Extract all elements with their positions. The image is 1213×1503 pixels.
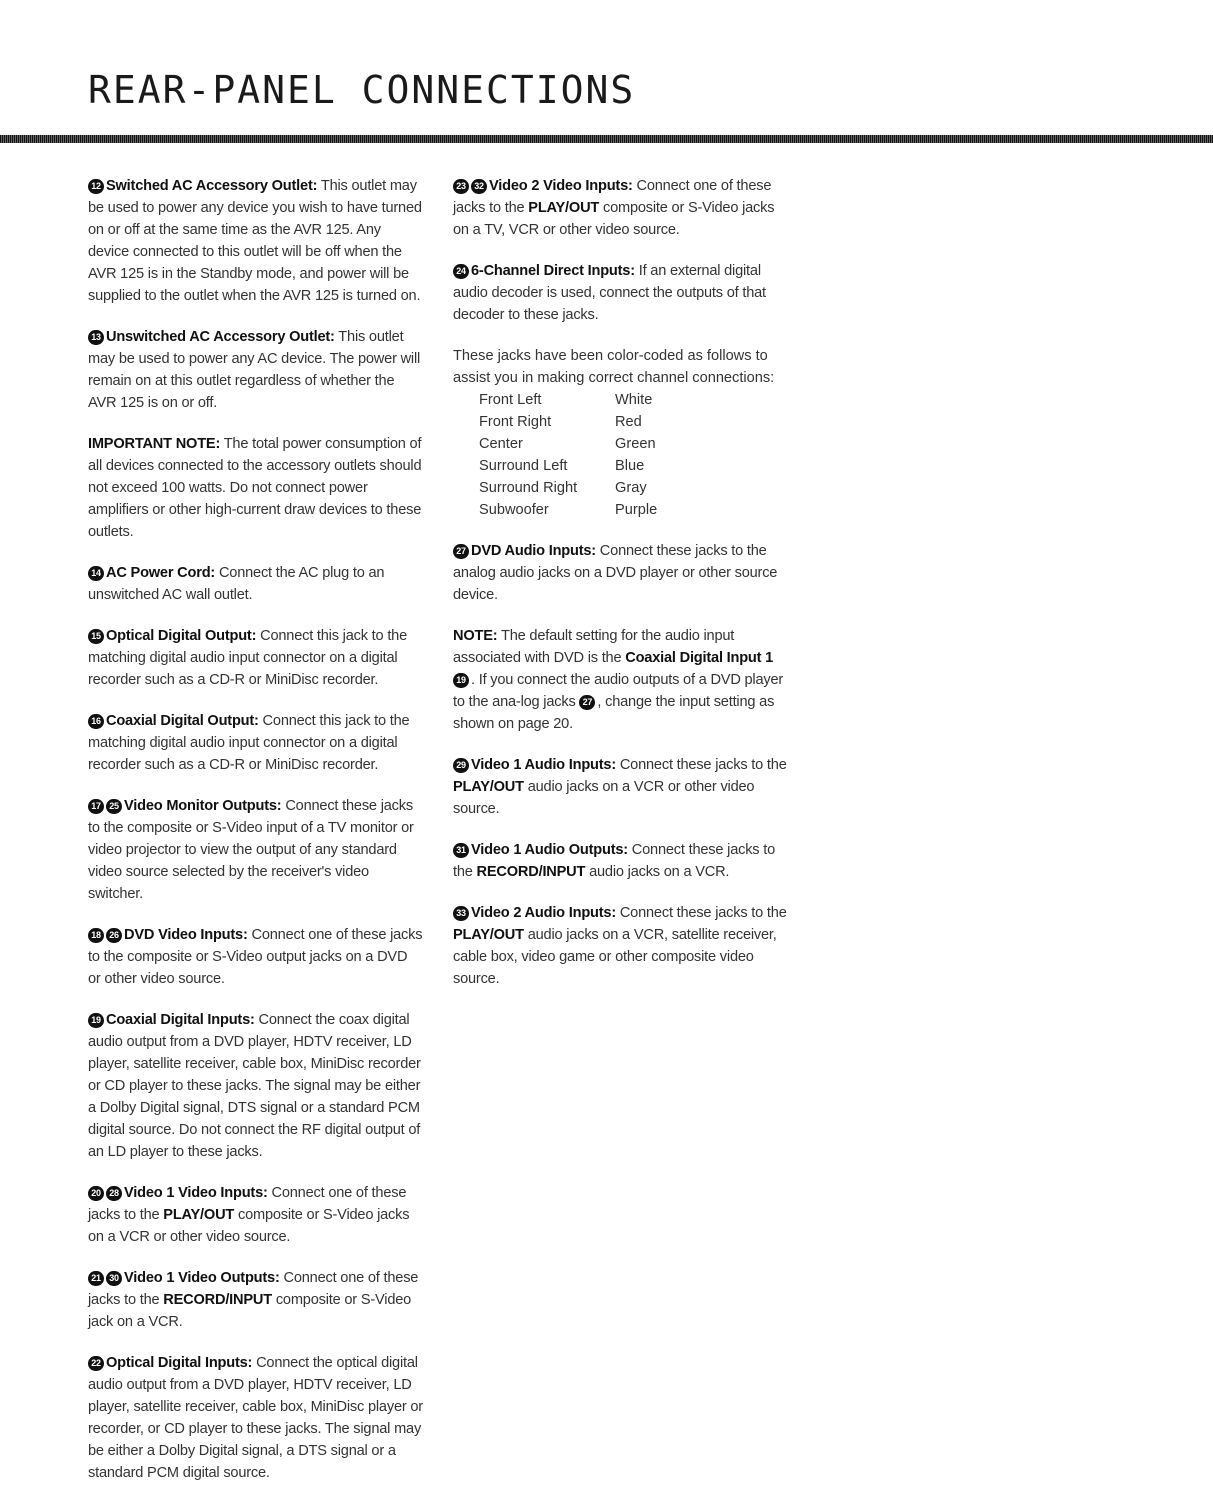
channel-name: Center bbox=[479, 436, 523, 452]
item-heading: Video 1 Video Outputs: bbox=[124, 1270, 280, 1286]
number-badge: 24 bbox=[453, 264, 469, 279]
channel-color: White bbox=[615, 392, 653, 408]
jack-label: PLAY/OUT bbox=[453, 927, 524, 943]
switched-outlet-item bbox=[88, 175, 423, 307]
number-badge: 18 bbox=[88, 928, 104, 943]
item-text: audio jacks on a VCR or other video source. bbox=[453, 779, 755, 817]
number-badge: 31 bbox=[453, 843, 469, 858]
number-badge: 19 bbox=[88, 1013, 104, 1028]
jack-label: PLAY/OUT bbox=[163, 1207, 235, 1223]
video1-video-inputs-item bbox=[88, 1182, 423, 1248]
item-heading: Video 1 Video Inputs: bbox=[124, 1185, 268, 1201]
color-code-row bbox=[479, 433, 657, 455]
item-heading: Video 2 Video Inputs: bbox=[489, 178, 633, 194]
item-text: . If you connect the audio outputs of a DVD player to the ana-log jacks bbox=[453, 672, 784, 710]
number-badge: 26 bbox=[106, 928, 122, 943]
jack-label: RECORD/INPUT bbox=[163, 1292, 272, 1308]
item-heading: DVD Audio Inputs: bbox=[471, 543, 596, 559]
item-heading: Optical Digital Inputs: bbox=[106, 1355, 253, 1371]
item-text: Connect this jack to the matching digital audio input connector on a digital recorder such as a CD-R or MiniDisc recorder. bbox=[88, 628, 407, 688]
channel-name: Front Left bbox=[479, 392, 542, 408]
item-heading: Video Monitor Outputs: bbox=[124, 798, 282, 814]
number-badge: 21 bbox=[88, 1271, 104, 1286]
jack-label: PLAY/OUT bbox=[528, 200, 600, 216]
number-badge: 22 bbox=[88, 1356, 104, 1371]
unswitched-outlet-item bbox=[88, 326, 423, 414]
item-text: Connect these jacks to the bbox=[453, 842, 776, 880]
item-text: Connect one of these jacks to the bbox=[453, 178, 772, 216]
item-text: audio jacks on a VCR, satellite receiver, cable box, video game or other composite video source. bbox=[453, 927, 777, 987]
number-badge: 16 bbox=[88, 714, 104, 729]
number-badge: 27 bbox=[453, 544, 469, 559]
item-text: Connect the AC plug to an unswitched AC wall outlet. bbox=[88, 565, 385, 603]
item-text: This outlet may be used to power any AC device. The power will remain on at this outlet regardless of whether the AVR 125 is on or off. bbox=[88, 329, 421, 411]
number-badge: 28 bbox=[106, 1186, 122, 1201]
jack-label: RECORD/INPUT bbox=[476, 864, 586, 880]
channel-color: Red bbox=[615, 414, 642, 430]
channel-color: Gray bbox=[615, 480, 647, 496]
item-heading: Video 1 Audio Outputs: bbox=[471, 842, 628, 858]
video-monitor-outputs-item bbox=[88, 795, 423, 905]
item-text: The default setting for the audio input associated with DVD is the bbox=[453, 628, 735, 666]
number-badge: 32 bbox=[471, 179, 487, 194]
header-rule bbox=[0, 135, 1213, 143]
number-badge: 27 bbox=[579, 695, 595, 710]
number-badge: 19 bbox=[453, 673, 469, 688]
optical-digital-inputs-item bbox=[88, 1352, 423, 1484]
video1-video-outputs-item bbox=[88, 1267, 423, 1333]
item-text: Connect the coax digital audio output from a DVD player, HDTV receiver, LD player, satellite receiver, cable box, MiniDisc recorder or CD player to these jacks. The signal may be either a Dolby Digital signal, DTS signal or a standard PCM digital source. Do not connect the RF digital output of an LD player to these jacks. bbox=[88, 1012, 421, 1160]
item-text: Connect these jacks to the bbox=[615, 757, 787, 773]
color-code-row bbox=[479, 411, 657, 433]
ac-power-cord-item bbox=[88, 562, 423, 606]
channel-name: Surround Left bbox=[479, 458, 568, 474]
number-badge: 20 bbox=[88, 1186, 104, 1201]
channel-color: Blue bbox=[615, 458, 645, 474]
item-heading: 6-Channel Direct Inputs: bbox=[471, 263, 635, 279]
item-text: , change the input setting as shown on page 20. bbox=[453, 694, 775, 732]
item-text: composite or S-Video jack on a VCR. bbox=[88, 1292, 412, 1330]
color-code-intro: These jacks have been color-coded as follows to assist you in making correct channel connections: bbox=[453, 348, 775, 386]
coaxial-digital-output-item bbox=[88, 710, 423, 776]
jack-label: PLAY/OUT bbox=[453, 779, 524, 795]
video1-audio-outputs-item bbox=[453, 839, 788, 883]
color-code-row bbox=[479, 477, 657, 499]
color-code-row bbox=[479, 455, 657, 477]
number-badge: 13 bbox=[88, 330, 104, 345]
item-text: If an external digital audio decoder is used, connect the outputs of that decoder to these jacks. bbox=[453, 263, 766, 323]
number-badge: 15 bbox=[88, 629, 104, 644]
number-badge: 12 bbox=[88, 179, 104, 194]
item-heading: DVD Video Inputs: bbox=[124, 927, 248, 943]
video1-audio-inputs-item bbox=[453, 754, 788, 820]
dvd-audio-inputs-item bbox=[453, 540, 788, 606]
item-heading: Coaxial Digital Inputs: bbox=[106, 1012, 255, 1028]
item-text: The total power consumption of all devices connected to the accessory outlets should not exceed 100 watts. Do not connect power amplifiers or other high-current draw devices to these outlets. bbox=[88, 436, 422, 540]
item-text: Connect one of these jacks to the bbox=[88, 1185, 407, 1223]
coaxial-digital-inputs-item bbox=[88, 1009, 423, 1163]
item-text: Connect these jacks to the bbox=[615, 905, 787, 921]
number-badge: 33 bbox=[453, 906, 469, 921]
right-column bbox=[453, 175, 788, 1009]
number-badge: 29 bbox=[453, 758, 469, 773]
channel-name: Surround Right bbox=[479, 480, 578, 496]
channel-name: Subwoofer bbox=[479, 502, 549, 518]
number-badge: 30 bbox=[106, 1271, 122, 1286]
item-heading: Video 2 Audio Inputs: bbox=[471, 905, 616, 921]
item-heading: IMPORTANT NOTE: bbox=[88, 436, 221, 452]
item-text: composite or S-Video jacks on a TV, VCR or other video source. bbox=[453, 200, 775, 238]
video2-audio-inputs-item bbox=[453, 902, 788, 990]
color-code-row bbox=[479, 389, 657, 411]
item-text: Connect these jacks to the analog audio jacks on a DVD player or other source device. bbox=[453, 543, 778, 603]
dvd-note bbox=[453, 625, 788, 735]
item-heading: AC Power Cord: bbox=[106, 565, 216, 581]
input-label: Coaxial Digital Input 1 bbox=[625, 650, 774, 666]
item-heading: Optical Digital Output: bbox=[106, 628, 257, 644]
dvd-video-inputs-item bbox=[88, 924, 423, 990]
six-channel-direct-inputs-item bbox=[453, 260, 788, 326]
number-badge: 23 bbox=[453, 179, 469, 194]
optical-digital-output-item bbox=[88, 625, 423, 691]
item-text: Connect the optical digital audio output from a DVD player, HDTV receiver, LD player, satellite receiver, cable box, MiniDisc player or recorder, or CD player to these jacks. The signal may be either a Dolby Digital signal, a DTS signal or a standard PCM digital source. bbox=[88, 1355, 423, 1481]
color-code-row bbox=[479, 499, 657, 521]
item-heading: Coaxial Digital Output: bbox=[106, 713, 259, 729]
page-title: REAR-PANEL CONNECTIONS bbox=[88, 68, 636, 112]
number-badge: 14 bbox=[88, 566, 104, 581]
item-heading: Video 1 Audio Inputs: bbox=[471, 757, 616, 773]
item-text: This outlet may be used to power any device you wish to have turned on or off at the same time as the AVR 125. Any device connected to this outlet will be off when the AVR 125 is in the Standby mode, and power will be supplied to the outlet when the AVR 125 is turned on. bbox=[88, 178, 422, 304]
item-text: composite or S-Video jacks on a VCR or other video source. bbox=[88, 1207, 410, 1245]
item-text: Connect these jacks to the composite or S-Video input of a TV monitor or video projector to view the output of any standard video source selected by the receiver's video switcher. bbox=[88, 798, 414, 902]
number-badge: 25 bbox=[106, 799, 122, 814]
important-note bbox=[88, 433, 423, 543]
left-column bbox=[88, 175, 423, 1503]
item-text: Connect one of these jacks to the bbox=[88, 1270, 419, 1308]
item-text: Connect one of these jacks to the composite or S-Video output jacks on a DVD or other video source. bbox=[88, 927, 423, 987]
color-code-table bbox=[479, 389, 657, 521]
channel-color: Purple bbox=[615, 502, 658, 518]
item-heading: Switched AC Accessory Outlet: bbox=[106, 178, 318, 194]
item-text: Connect this jack to the matching digital audio input connector on a digital recorder such as a CD-R or MiniDisc recorder. bbox=[88, 713, 410, 773]
channel-color: Green bbox=[615, 436, 656, 452]
channel-name: Front Right bbox=[479, 414, 552, 430]
video2-video-inputs-item bbox=[453, 175, 788, 241]
item-heading: NOTE: bbox=[453, 628, 498, 644]
item-text: audio jacks on a VCR. bbox=[585, 864, 730, 880]
number-badge: 17 bbox=[88, 799, 104, 814]
item-heading: Unswitched AC Accessory Outlet: bbox=[106, 329, 335, 345]
